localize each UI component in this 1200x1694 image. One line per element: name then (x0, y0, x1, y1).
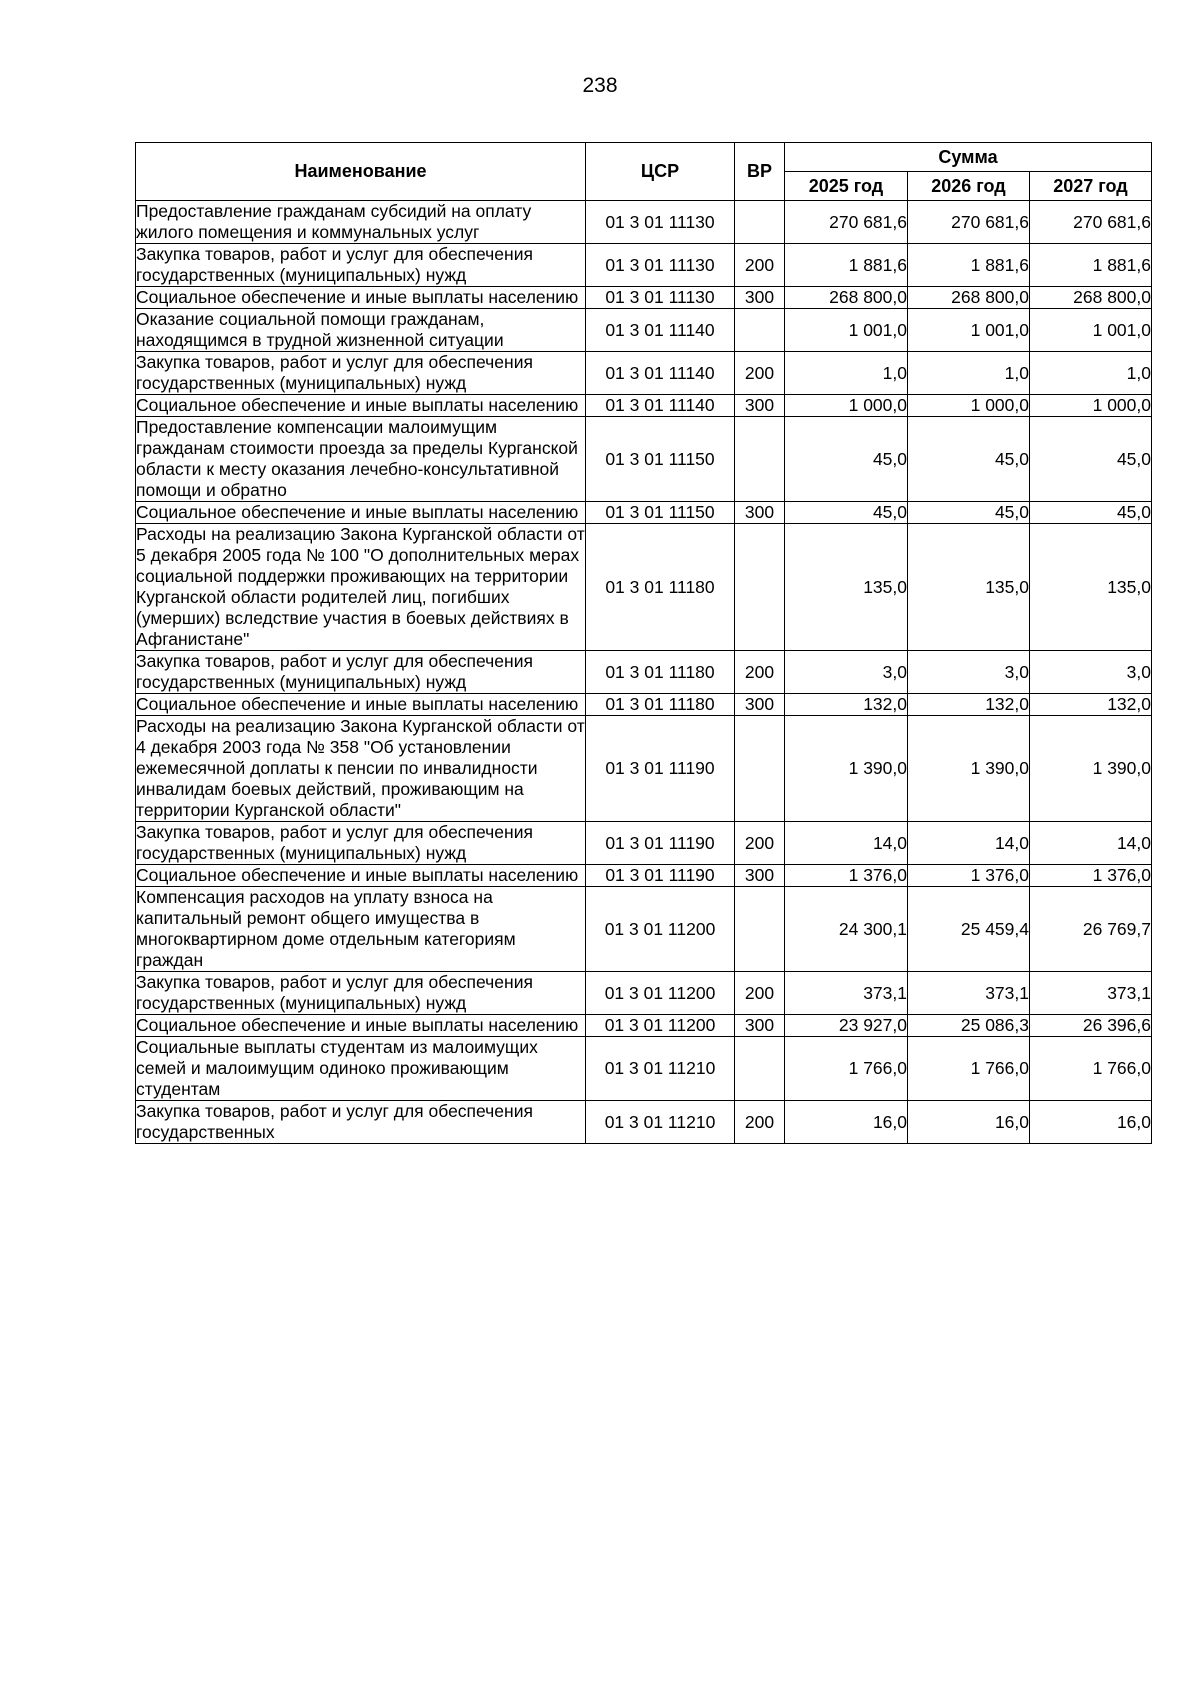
cell-2025: 23 927,0 (785, 1015, 908, 1037)
cell-2025: 45,0 (785, 502, 908, 524)
cell-csr: 01 3 01 11210 (586, 1101, 735, 1144)
cell-2025: 14,0 (785, 822, 908, 865)
header-row-main (136, 143, 1152, 172)
table-row (136, 972, 1152, 1015)
cell-vr: 300 (735, 1015, 785, 1037)
cell-csr: 01 3 01 11130 (586, 287, 735, 309)
table-row (136, 201, 1152, 244)
cell-vr (735, 524, 785, 651)
cell-csr: 01 3 01 11210 (586, 1037, 735, 1101)
cell-vr (735, 887, 785, 972)
table-row (136, 395, 1152, 417)
cell-2025: 1 376,0 (785, 865, 908, 887)
cell-2026: 45,0 (908, 502, 1030, 524)
cell-vr (735, 1037, 785, 1101)
cell-2026: 14,0 (908, 822, 1030, 865)
cell-vr: 300 (735, 395, 785, 417)
cell-2026: 373,1 (908, 972, 1030, 1015)
cell-2025: 132,0 (785, 694, 908, 716)
cell-2026: 3,0 (908, 651, 1030, 694)
cell-csr: 01 3 01 11180 (586, 694, 735, 716)
cell-2025: 1,0 (785, 352, 908, 395)
budget-table (135, 142, 1152, 1144)
table-row (136, 417, 1152, 502)
table-row (136, 244, 1152, 287)
cell-2026: 1 001,0 (908, 309, 1030, 352)
cell-2025: 3,0 (785, 651, 908, 694)
cell-2025: 268 800,0 (785, 287, 908, 309)
table-row (136, 1015, 1152, 1037)
cell-2025: 270 681,6 (785, 201, 908, 244)
cell-2027: 26 396,6 (1030, 1015, 1152, 1037)
cell-2027: 1 766,0 (1030, 1037, 1152, 1101)
cell-2027: 268 800,0 (1030, 287, 1152, 309)
page-number: 238 (582, 74, 618, 97)
cell-vr: 300 (735, 694, 785, 716)
table-row (136, 651, 1152, 694)
cell-vr: 200 (735, 822, 785, 865)
cell-2026: 1 000,0 (908, 395, 1030, 417)
cell-2027: 45,0 (1030, 417, 1152, 502)
table-row (136, 287, 1152, 309)
cell-2027: 1 881,6 (1030, 244, 1152, 287)
cell-csr: 01 3 01 11130 (586, 201, 735, 244)
cell-csr: 01 3 01 11190 (586, 716, 735, 822)
cell-name: Социальное обеспечение и иные выплаты населению (136, 395, 586, 417)
cell-2026: 1 881,6 (908, 244, 1030, 287)
cell-2027: 1 376,0 (1030, 865, 1152, 887)
cell-name: Социальное обеспечение и иные выплаты населению (136, 694, 586, 716)
cell-name: Социальное обеспечение и иные выплаты населению (136, 287, 586, 309)
cell-name: Закупка товаров, работ и услуг для обеспечения государственных (муниципальных) нужд (136, 352, 586, 395)
cell-2026: 16,0 (908, 1101, 1030, 1144)
cell-name: Социальное обеспечение и иные выплаты населению (136, 502, 586, 524)
cell-2025: 45,0 (785, 417, 908, 502)
cell-2026: 1 376,0 (908, 865, 1030, 887)
cell-vr: 200 (735, 972, 785, 1015)
cell-csr: 01 3 01 11200 (586, 972, 735, 1015)
cell-2027: 373,1 (1030, 972, 1152, 1015)
cell-name: Предоставление гражданам субсидий на оплату жилого помещения и коммунальных услуг (136, 201, 586, 244)
cell-2026: 135,0 (908, 524, 1030, 651)
cell-csr: 01 3 01 11140 (586, 309, 735, 352)
header-csr: ЦСР (586, 143, 735, 201)
cell-2026: 268 800,0 (908, 287, 1030, 309)
cell-name: Социальное обеспечение и иные выплаты населению (136, 1015, 586, 1037)
cell-vr: 300 (735, 865, 785, 887)
cell-vr: 300 (735, 287, 785, 309)
table-row (136, 822, 1152, 865)
cell-2027: 16,0 (1030, 1101, 1152, 1144)
cell-2025: 16,0 (785, 1101, 908, 1144)
cell-2027: 45,0 (1030, 502, 1152, 524)
header-sum: Сумма (785, 143, 1152, 172)
cell-name: Закупка товаров, работ и услуг для обеспечения государственных (муниципальных) нужд (136, 972, 586, 1015)
cell-2025: 1 881,6 (785, 244, 908, 287)
cell-name: Расходы на реализацию Закона Курганской области от 4 декабря 2003 года № 358 "Об установлении ежемесячной доплаты к пенсии по инвалидности инвалидам боевых действий, проживающим на территории Курганской области" (136, 716, 585, 820)
cell-name: Предоставление компенсации малоимущим гражданам стоимости проезда за пределы Курганской области к месту оказания лечебно-консультативной помощи и обратно (136, 417, 586, 502)
cell-2025: 373,1 (785, 972, 908, 1015)
cell-csr: 01 3 01 11200 (586, 1015, 735, 1037)
cell-2026: 25 086,3 (908, 1015, 1030, 1037)
cell-csr: 01 3 01 11180 (586, 651, 735, 694)
cell-2026: 45,0 (908, 417, 1030, 502)
cell-2027: 132,0 (1030, 694, 1152, 716)
cell-name: Оказание социальной помощи гражданам, находящимся в трудной жизненной ситуации (136, 309, 586, 352)
table-row (136, 352, 1152, 395)
cell-vr: 200 (735, 651, 785, 694)
cell-csr: 01 3 01 11180 (586, 524, 735, 651)
cell-2027: 1 390,0 (1030, 716, 1152, 822)
table-row (136, 716, 1152, 822)
cell-name: Закупка товаров, работ и услуг для обеспечения государственных (муниципальных) нужд (136, 651, 586, 694)
cell-2025: 24 300,1 (785, 887, 908, 972)
cell-csr: 01 3 01 11150 (586, 417, 735, 502)
cell-csr: 01 3 01 11200 (586, 887, 735, 972)
cell-name: Закупка товаров, работ и услуг для обеспечения государственных (муниципальных) нужд (136, 822, 586, 865)
cell-2027: 26 769,7 (1030, 887, 1152, 972)
cell-vr: 200 (735, 352, 785, 395)
cell-2026: 1 390,0 (908, 716, 1030, 822)
cell-2027: 1 000,0 (1030, 395, 1152, 417)
cell-vr: 300 (735, 502, 785, 524)
table-row (136, 1101, 1152, 1144)
cell-2027: 14,0 (1030, 822, 1152, 865)
cell-2025: 135,0 (785, 524, 908, 651)
cell-csr: 01 3 01 11140 (586, 395, 735, 417)
cell-2025: 1 000,0 (785, 395, 908, 417)
cell-2025: 1 001,0 (785, 309, 908, 352)
cell-name: Закупка товаров, работ и услуг для обеспечения государственных (136, 1101, 586, 1144)
cell-2027: 135,0 (1030, 524, 1152, 651)
cell-2025: 1 390,0 (785, 716, 908, 822)
cell-2027: 270 681,6 (1030, 201, 1152, 244)
cell-name: Компенсация расходов на уплату взноса на капитальный ремонт общего имущества в многоквартирном доме отдельным категориям граждан (136, 887, 586, 972)
cell-vr: 200 (735, 1101, 785, 1144)
header-year-2025: 2025 год (785, 172, 908, 201)
header-year-2026: 2026 год (908, 172, 1030, 201)
table-body (136, 201, 1152, 1144)
table-row (136, 887, 1152, 972)
table-row (136, 865, 1152, 887)
cell-csr: 01 3 01 11140 (586, 352, 735, 395)
header-year-2027: 2027 год (1030, 172, 1152, 201)
cell-vr: 200 (735, 244, 785, 287)
cell-2027: 1 001,0 (1030, 309, 1152, 352)
cell-vr (735, 417, 785, 502)
table-row (136, 524, 1152, 651)
cell-2027: 1,0 (1030, 352, 1152, 395)
cell-2025: 1 766,0 (785, 1037, 908, 1101)
cell-name: Социальные выплаты студентам из малоимущих семей и малоимущим одиноко проживающим студентам (136, 1037, 586, 1101)
cell-csr: 01 3 01 11130 (586, 244, 735, 287)
cell-2026: 270 681,6 (908, 201, 1030, 244)
header-vr: ВР (735, 143, 785, 201)
table-row (136, 694, 1152, 716)
cell-csr: 01 3 01 11150 (586, 502, 735, 524)
cell-name: Закупка товаров, работ и услуг для обеспечения государственных (муниципальных) нужд (136, 244, 586, 287)
cell-vr (735, 309, 785, 352)
cell-2027: 3,0 (1030, 651, 1152, 694)
cell-2026: 1 766,0 (908, 1037, 1030, 1101)
cell-vr (735, 201, 785, 244)
cell-2026: 25 459,4 (908, 887, 1030, 972)
cell-csr: 01 3 01 11190 (586, 865, 735, 887)
cell-2026: 132,0 (908, 694, 1030, 716)
cell-name: Расходы на реализацию Закона Курганской области от 5 декабря 2005 года № 100 "О дополнительных мерах социальной поддержки проживающих на территории Курганской области родителей лиц, погибших (умерших) вследствие участия в боевых действиях в Афганистане" (136, 524, 585, 649)
header-name: Наименование (136, 143, 586, 201)
cell-name: Социальное обеспечение и иные выплаты населению (136, 865, 586, 887)
table-row (136, 1037, 1152, 1101)
cell-2026: 1,0 (908, 352, 1030, 395)
table-row (136, 309, 1152, 352)
cell-vr (735, 716, 785, 822)
table-row (136, 502, 1152, 524)
cell-csr: 01 3 01 11190 (586, 822, 735, 865)
